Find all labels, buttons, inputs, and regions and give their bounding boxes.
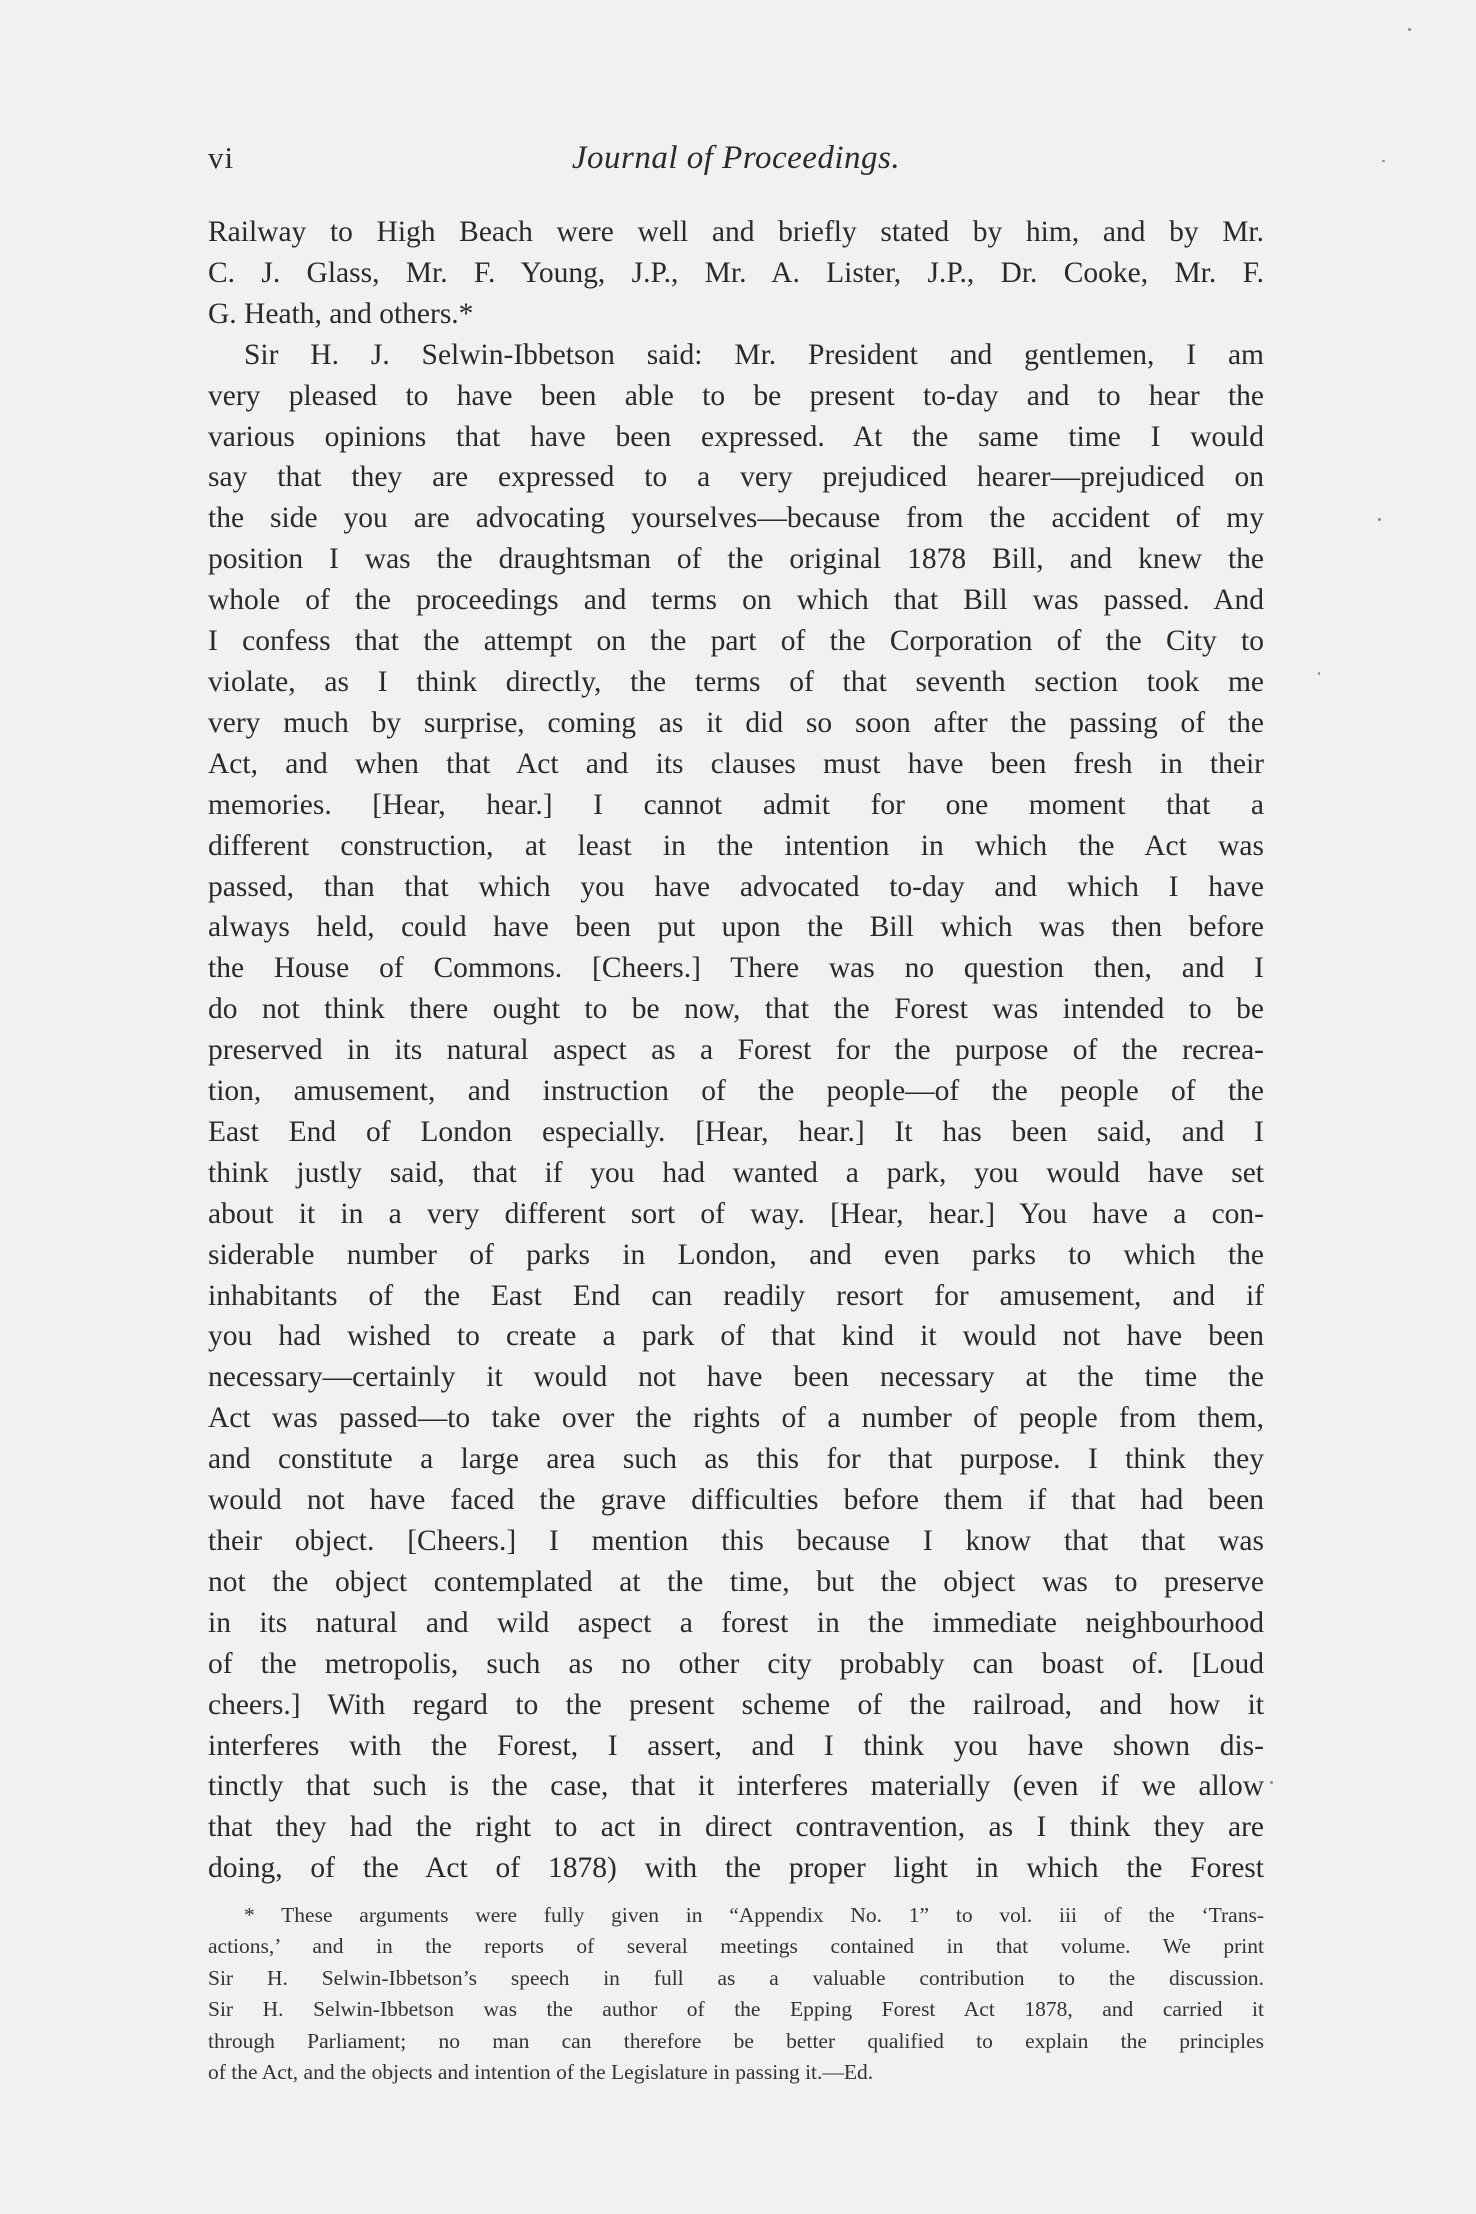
body-line: their object. [Cheers.] I mention this because I know that that was — [208, 1525, 1264, 1557]
body-line: of the metropolis, such as no other city probably can boast of. [Loud — [208, 1647, 1264, 1680]
body-line: that they had the right to act in direct contravention, as I think they are — [208, 1811, 1264, 1844]
body-line: various opinions that have been expressed. At the same time I would — [208, 420, 1264, 453]
body-line: preserved in its natural aspect as a Forest for the purpose of the recrea- — [208, 1034, 1264, 1067]
body-line: very much by surprise, coming as it did so soon after the passing of the — [208, 706, 1264, 739]
body-line: always held, could have been put upon the Bill which was then before — [208, 911, 1264, 944]
scan-speck — [1318, 672, 1320, 675]
body-line: do not think there ought to be now, that the Forest was intended to be — [208, 993, 1264, 1026]
body-line: tion, amusement, and instruction of the people—of the people of the — [208, 1075, 1264, 1108]
footnote-line: Sir H. Selwin-Ibbetson’s speech in full as a valuable contribution to the discussion. — [208, 1965, 1264, 1990]
scan-speck — [1378, 518, 1381, 521]
body-line: inhabitants of the East End can readily resort for amusement, and if — [208, 1279, 1264, 1312]
footnote-line: Sir H. Selwin-Ibbetson was the author of the Epping Forest Act 1878, and carried it — [208, 1997, 1264, 2022]
footnote-line: * These arguments were fully given in “Appendix No. 1” to vol. iii of the ‘Trans- — [244, 1903, 1264, 1927]
footnote — [208, 1900, 1264, 2088]
body-line: passed, than that which you have advocated to-day and which I have — [208, 870, 1264, 903]
body-line: Act, and when that Act and its clauses must have been fresh in their — [208, 747, 1264, 780]
body-text — [208, 212, 1264, 1889]
body-line: East End of London especially. [Hear, hear.] It has been said, and I — [208, 1115, 1264, 1148]
body-line: different construction, at least in the intention in which the Act was — [208, 829, 1264, 862]
body-line: Sir H. J. Selwin-Ibbetson said: Mr. President and gentlemen, I am — [244, 338, 1264, 371]
footnote-line: of the Act, and the objects and intention of the Legislature in passing it.—Ed. — [208, 2060, 874, 2085]
scan-speck — [1270, 1781, 1273, 1784]
body-line: Act was passed—to take over the rights of a number of people from them, — [208, 1402, 1264, 1435]
body-line: about it in a very different sort of way. [Hear, hear.] You have a con- — [208, 1197, 1264, 1230]
page-header — [208, 140, 1264, 184]
running-title: Journal of Proceedings. — [571, 140, 901, 176]
body-line: the House of Commons. [Cheers.] There was no question then, and I — [208, 952, 1264, 985]
body-line: whole of the proceedings and terms on which that Bill was passed. And — [208, 584, 1264, 617]
footnote-line: through Parliament; no man can therefore be better qualified to explain the principles — [208, 2028, 1264, 2053]
body-line: position I was the draughtsman of the original 1878 Bill, and knew the — [208, 543, 1264, 576]
body-line: not the object contemplated at the time, but the object was to preserve — [208, 1565, 1264, 1598]
body-line: tinctly that such is the case, that it interferes materially (even if we allow — [208, 1770, 1264, 1803]
body-line: G. Heath, and others.* — [208, 297, 474, 330]
body-line: I confess that the attempt on the part of the Corporation of the City to — [208, 625, 1264, 658]
body-line: doing, of the Act of 1878) with the proper light in which the Forest — [208, 1852, 1264, 1885]
footnote-line: actions,’ and in the reports of several meetings contained in that volume. We print — [208, 1934, 1264, 1959]
body-line: cheers.] With regard to the present scheme of the railroad, and how it — [208, 1688, 1264, 1721]
body-line: interferes with the Forest, I assert, and I think you have shown dis- — [208, 1729, 1264, 1762]
body-line: say that they are expressed to a very prejudiced hearer—prejudiced on — [208, 461, 1264, 494]
body-line: violate, as I think directly, the terms of that seventh section took me — [208, 665, 1264, 698]
body-line: very pleased to have been able to be present to-day and to hear the — [208, 379, 1264, 412]
body-line: the side you are advocating yourselves—because from the accident of my — [208, 502, 1264, 535]
body-line: would not have faced the grave difficulties before them if that had been — [208, 1484, 1264, 1517]
body-line: Railway to High Beach were well and briefly stated by him, and by Mr. — [208, 216, 1264, 248]
body-line: you had wished to create a park of that kind it would not have been — [208, 1320, 1264, 1353]
body-line: memories. [Hear, hear.] I cannot admit for one moment that a — [208, 788, 1264, 821]
body-line: and constitute a large area such as this for that purpose. I think they — [208, 1443, 1264, 1476]
body-line: necessary—certainly it would not have been necessary at the time the — [208, 1361, 1264, 1394]
body-line: C. J. Glass, Mr. F. Young, J.P., Mr. A. Lister, J.P., Dr. Cooke, Mr. F. — [208, 256, 1264, 289]
body-line: in its natural and wild aspect a forest in the immediate neighbourhood — [208, 1606, 1264, 1639]
body-line: siderable number of parks in London, and even parks to which the — [208, 1238, 1264, 1271]
scan-speck — [1382, 160, 1385, 162]
body-line: think justly said, that if you had wanted a park, you would have set — [208, 1156, 1264, 1189]
page-number: vi — [208, 140, 235, 175]
scan-speck — [1408, 28, 1411, 31]
